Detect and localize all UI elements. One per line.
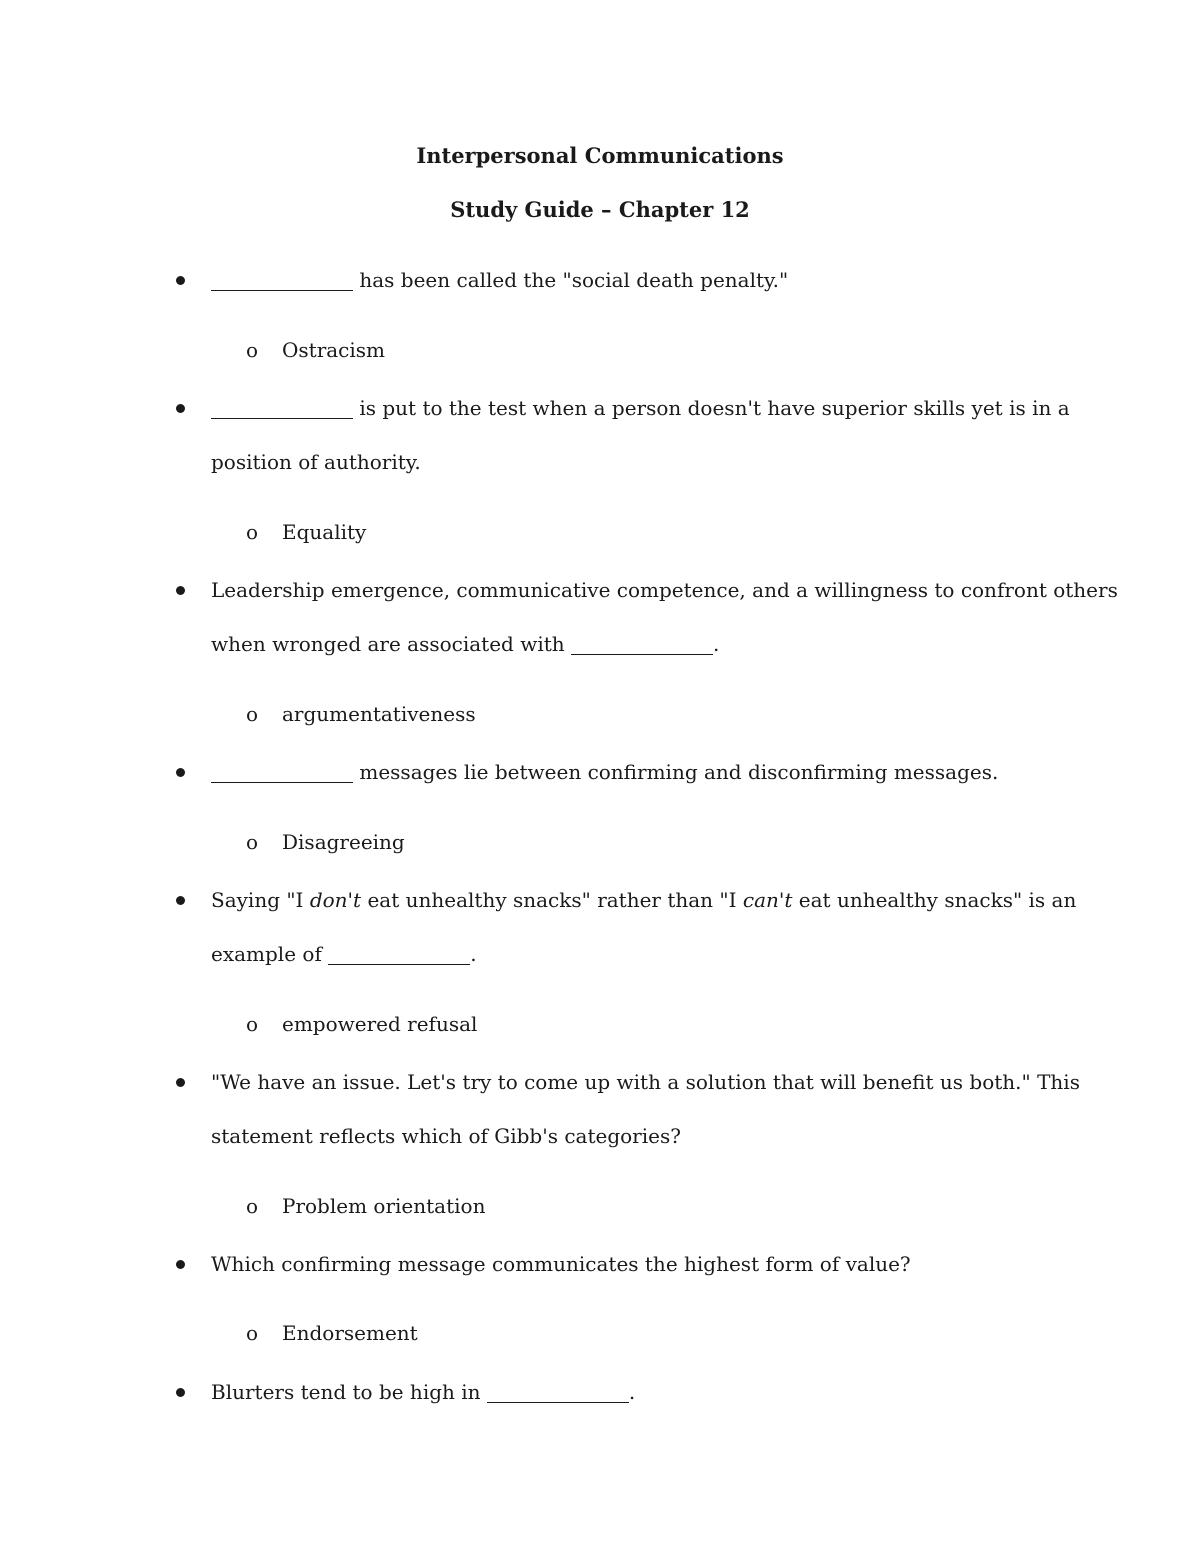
question-5: Saying "I don't eat unhealthy snacks" rather than "I can't eat unhealthy snacks" is an xyxy=(211,888,1077,912)
bullet-icon xyxy=(174,1068,186,1096)
sub-bullet-icon: o xyxy=(246,1321,259,1345)
question-2: is put to the test when a person doesn't have superior skills yet is in a xyxy=(211,394,1070,422)
question-6: "We have an issue. Let's try to come up with a solution that will benefit us both." This xyxy=(211,1070,1080,1094)
sub-bullet-icon: o xyxy=(246,520,259,544)
question-7: Which confirming message communicates the highest form of value? xyxy=(211,1252,911,1276)
document-subtitle: Study Guide – Chapter 12 xyxy=(450,197,750,222)
answer-2: Equality xyxy=(282,520,367,544)
answer-blank xyxy=(571,634,713,655)
question-3: Leadership emergence, communicative competence, and a willingness to confront others xyxy=(211,578,1118,602)
bullet-icon xyxy=(174,266,186,294)
answer-4: Disagreeing xyxy=(282,830,405,854)
question-4: messages lie between confirming and disconfirming messages. xyxy=(211,758,998,786)
document-title: Interpersonal Communications xyxy=(416,143,784,168)
answer-3: argumentativeness xyxy=(282,702,476,726)
answer-blank xyxy=(211,270,353,291)
answer-blank xyxy=(211,398,353,419)
sub-bullet-icon: o xyxy=(246,1012,259,1036)
answer-1: Ostracism xyxy=(282,338,386,362)
bullet-icon xyxy=(174,758,186,786)
sub-bullet-icon: o xyxy=(246,830,259,854)
question-2-continued: position of authority. xyxy=(211,450,421,474)
answer-7: Endorsement xyxy=(282,1321,418,1345)
answer-blank xyxy=(487,1382,629,1403)
question-5-continued: example of . xyxy=(211,942,477,966)
bullet-icon xyxy=(174,1250,186,1278)
sub-bullet-icon: o xyxy=(246,338,259,362)
bullet-icon xyxy=(174,886,186,914)
sub-bullet-icon: o xyxy=(246,702,259,726)
sub-bullet-icon: o xyxy=(246,1194,259,1218)
question-1: has been called the "social death penalty." xyxy=(211,266,788,294)
bullet-icon xyxy=(174,394,186,422)
answer-6: Problem orientation xyxy=(282,1194,486,1218)
answer-5: empowered refusal xyxy=(282,1012,478,1036)
bullet-icon xyxy=(174,576,186,604)
question-8: Blurters tend to be high in . xyxy=(211,1380,636,1404)
answer-blank xyxy=(211,762,353,783)
question-3-continued: when wronged are associated with . xyxy=(211,632,720,656)
answer-blank xyxy=(328,944,470,965)
bullet-icon xyxy=(174,1378,186,1406)
question-6-continued: statement reflects which of Gibb's categories? xyxy=(211,1124,681,1148)
